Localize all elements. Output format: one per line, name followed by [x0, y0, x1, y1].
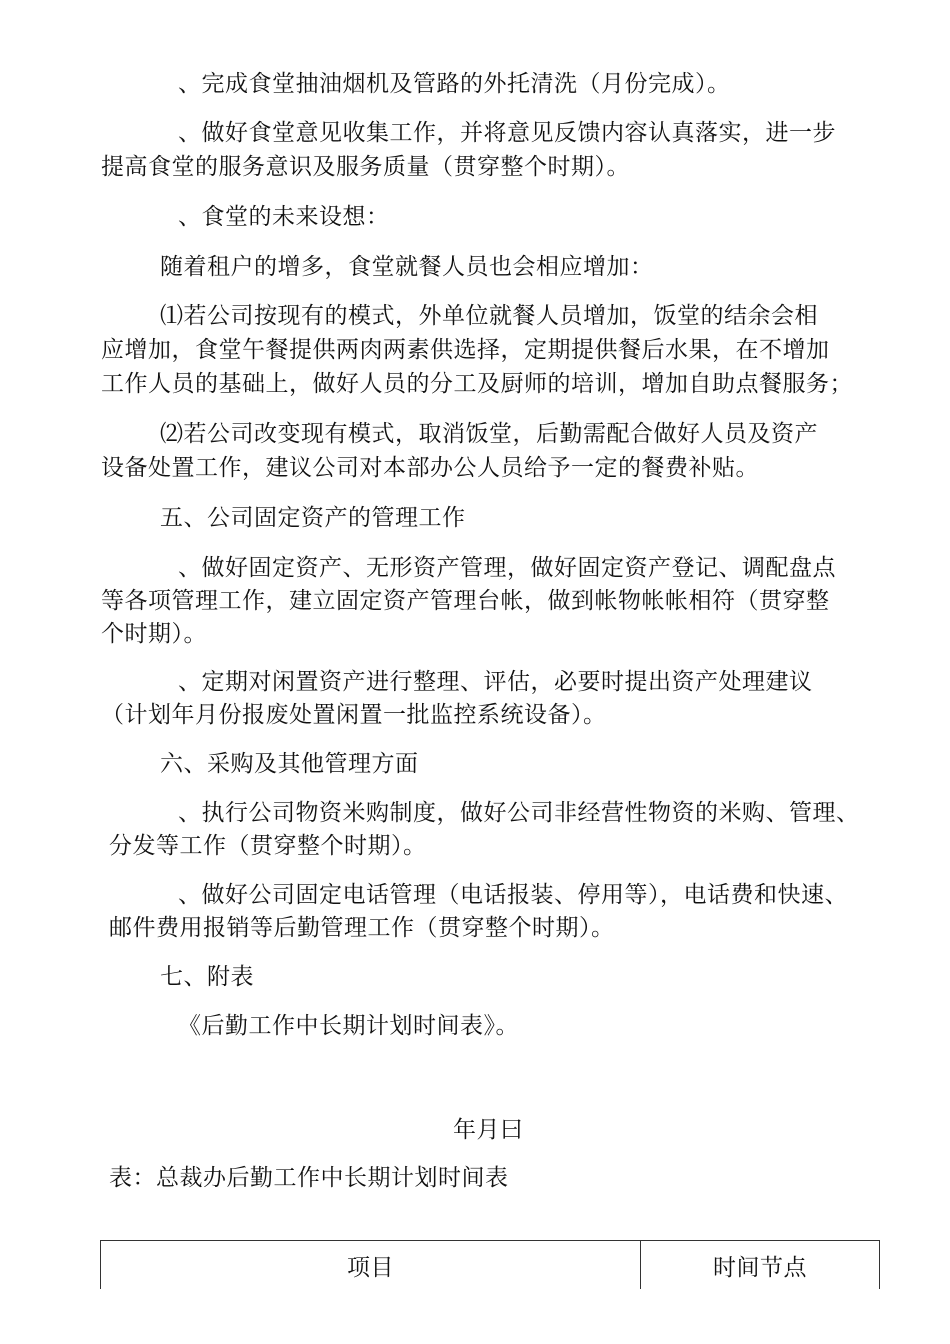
- text-line: 设备处置工作，建议公司对本部办公人员给予一定的餐费补贴。: [101, 455, 759, 481]
- header-project: 项目: [101, 1241, 641, 1290]
- text-line: ⑴若公司按现有的模式，外单位就餐人员增加，饭堂的结余会相: [160, 303, 818, 329]
- text-line: 、完成食堂抽油烟机及管路的外托清洗（月份完成）。: [178, 71, 731, 97]
- plan-table: [100, 1240, 880, 1289]
- text-line: 、做好食堂意见收集工作，并将意见反馈内容认真落实，进一步: [178, 120, 836, 146]
- header-time-node: 时间节点: [641, 1241, 880, 1290]
- text-line: 、做好公司固定电话管理（电话报装、停用等），电话费和快速、: [178, 882, 848, 908]
- section-heading: 五、公司固定资产的管理工作: [160, 505, 466, 531]
- text-line: 等各项管理工作，建立固定资产管理台帐，做到帐物帐帐相符（贯穿整: [101, 588, 830, 614]
- text-line: 应增加，食堂午餐提供两肉两素供选择，定期提供餐后水果，在不增加: [101, 337, 830, 363]
- text-line: 、食堂的未来设想：: [178, 204, 390, 230]
- text-line: 随着租户的增多，食堂就餐人员也会相应增加：: [160, 254, 654, 280]
- text-line: 、做好固定资产、无形资产管理，做好固定资产登记、调配盘点: [178, 555, 836, 581]
- text-line: 、定期对闲置资产进行整理、评估，必要时提出资产处理建议: [178, 669, 813, 695]
- section-heading: 六、采购及其他管理方面: [160, 751, 419, 777]
- text-line: 邮件费用报销等后勤管理工作（贯穿整个时期）。: [109, 915, 615, 941]
- date-line: 年月曰: [453, 1117, 524, 1143]
- appendix-title: 《后勤工作中长期计划时间表》。: [178, 1013, 519, 1039]
- section-heading: 七、附表: [160, 964, 254, 990]
- text-line: 分发等工作（贯穿整个时期）。: [109, 833, 427, 859]
- text-line: 个时期）。: [101, 621, 207, 647]
- text-line: 、执行公司物资米购制度，做好公司非经营性物资的米购、管理、: [178, 800, 860, 826]
- text-line: （计划年月份报废处置闲置一批监控系统设备）。: [101, 702, 607, 728]
- text-line: ⑵若公司改变现有模式，取消饭堂，后勤需配合做好人员及资产: [160, 421, 818, 447]
- table-caption: 表：总裁办后勤工作中长期计划时间表: [109, 1165, 509, 1191]
- text-line: 工作人员的基础上，做好人员的分工及厨师的培训，增加自助点餐服务；: [101, 371, 853, 397]
- text-line: 提高食堂的服务意识及服务质量（贯穿整个时期）。: [101, 154, 630, 180]
- table-header-row: [101, 1241, 880, 1290]
